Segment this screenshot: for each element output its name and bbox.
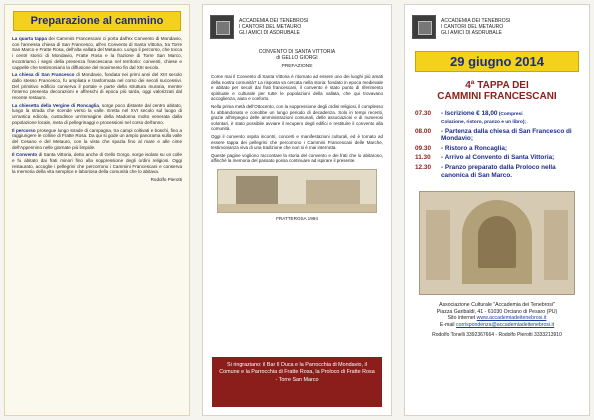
schedule — [415, 110, 579, 179]
event-title — [405, 80, 589, 102]
paragraph — [12, 36, 182, 70]
assoc-line: I CANTORI DEL METAURO — [441, 24, 504, 30]
paragraph — [12, 72, 182, 101]
panel-event — [404, 4, 590, 416]
panel-convent — [202, 4, 392, 416]
academy-logo — [210, 15, 234, 39]
schedule-row — [415, 154, 579, 162]
email-line — [413, 322, 581, 329]
header — [412, 11, 582, 43]
website-link[interactable]: www.accademiadeitenebrosi.it — [476, 315, 547, 322]
assoc-line: I CANTORI DEL METAURO — [239, 24, 302, 30]
schedule-time: 11.30 — [415, 154, 431, 162]
schedule-row — [415, 164, 579, 179]
paragraph: Come mai il Convento di Santa Vittoria è ritornato ad essere uno dei luoghi più amati della nostra comunità? La risposta va cercata nella storia: fondato in epoca medievale e abitato per secoli dai frati francescani, il convento è stato punto di riferimento spirituale e culturale per tutte le popolazioni della vallata, che qui trovavano accoglienza, aiuto e conforto. — [211, 74, 383, 102]
schedule-desc: - Arrivo al Convento di Santa Vittoria; — [441, 154, 555, 162]
organizer-address: Piazza Garibaldi, 41 - 61030 Orciano di Pesaro (PU) — [436, 308, 558, 315]
schedule-desc: - Partenza dalla chiesa di San Francesco di Mondavio; — [441, 127, 572, 143]
paragraph — [12, 152, 182, 175]
event-date: 29 giugno 2014 — [415, 51, 579, 72]
schedule-row — [415, 110, 579, 118]
header-text — [239, 18, 308, 36]
paragraph-text: di Santa Vittoria, detto anche di Gello Gorgo, sorge isolato su un colle e fu abitato dai frati minori fino alla soppressione degli ordini religiosi. Oggi restaurato, accoglie i pellegrini che percorrono i Cammini Francescani e conserva la memoria della vita semplice e laboriosa della comunità che lo abitava. — [12, 152, 183, 175]
schedule-note: (Compresi — [497, 112, 523, 117]
paragraph — [12, 128, 182, 151]
paragraph-text: dei Cammini Francescani ci porta dall'ex Convento di Mondavio, con l'annessa chiesa di San Francesco, all'ex Convento di Santa Vittoria, tra Torre San Marco e Fratte Rosa, dell'alta vallata del Metauro. Lungo il percorso, che tocca i centri storici di Mondavio, Fratte Rosa e la frazione di Torre San Marco, incontriamo i segni della presenza francescana nel territorio: conventi, chiese e cappelle che testimoniano la diffusione del movimento fin dal XIII secolo. — [12, 36, 182, 70]
paragraph-lead: La chiesa di San Francesco — [12, 72, 75, 78]
paragraph: Queste pagine vogliono raccontare la storia del convento e dei frati che lo abitarono, affinché la memoria del passato possa continuare ad ispirare il presente. — [211, 152, 383, 164]
website-label: Sito internet — [447, 315, 476, 322]
schedule-time — [415, 120, 441, 126]
academy-logo — [412, 15, 436, 39]
event-title-line: CAMMINI FRANCESCANI — [437, 91, 557, 102]
website-line — [413, 315, 581, 322]
organizer-name: Associazione Culturale "Accademia dei Tenebrosi" — [439, 302, 555, 309]
schedule-note: Colazione, ristoro, pranzo e un libro); — [441, 119, 527, 125]
convent-title-line: CONVENTO DI SANTA VITTORIA — [258, 49, 336, 55]
paragraph: Oggi il convento ospita incontri, concerti e manifestazioni culturali, ed è tornato ad essere tappa dei pellegrini che percorrono i Cammini Francescani delle Marche, testimonianza viva di una tradizione che non si è mai interrotta. — [211, 133, 383, 151]
schedule-time: 12.30 — [415, 163, 431, 171]
paragraph-text: di Mondavio, fondata nei primi anni del XIII secolo dallo stesso Francesco, fu ampliata e trasformata nel corso dei secoli successivi. Del primitivo edificio conserva il portale e parte della struttura muraria, mentre l'interno presenta decorazioni e affreschi di epoca più tarda, oggi valorizzati dal recente restauro. — [12, 72, 182, 101]
paragraph-lead: Il percorso — [12, 127, 36, 133]
schedule-time: 08.00 — [415, 127, 431, 135]
schedule-time: 07.30 — [415, 110, 431, 117]
church-photo — [419, 191, 575, 295]
thanks-box: Si ringraziano: il Bar Il Duca e la Parrocchia di Mondavio, il Comune e la Parrocchia di Fratte Rosa, la Proloco di Fratte Rosa - Torre San Marco — [212, 357, 382, 407]
schedule-row — [415, 128, 579, 143]
schedule-desc: - Ristoro a Roncaglia; — [441, 144, 508, 152]
header-text — [441, 18, 510, 36]
paragraph-lead: La chiesetta della Vergine di Roncaglia — [12, 102, 99, 108]
schedule-row — [415, 145, 579, 153]
paragraph-lead: La quarta tappa — [12, 36, 47, 41]
section-heading: PREFAZIONE — [281, 64, 313, 69]
panel1-title: Preparazione al cammino — [13, 11, 181, 31]
email-label: E-mail — [439, 321, 455, 328]
convent-title — [203, 49, 391, 61]
organizer-info — [413, 302, 581, 328]
paragraph-text: prosegue lungo strade di campagna, tra campi coltivati e boschi, fino a raggiungere le colline di Fratte Rosa. Da qui si gode un ampio panorama sulla valle del Cesano e del Metauro, con la vista che spazia fino al mare e alle cime dell'Appennino nelle giornate più limpide. — [12, 127, 182, 150]
panel-preparation — [4, 4, 190, 416]
photo-caption: FRATTEROSA 1994 — [276, 215, 318, 221]
paragraph-lead: Il Convento — [12, 152, 38, 158]
email-link[interactable]: corrispondenza@accademiadeitenebrosi.it — [456, 321, 555, 328]
header — [210, 11, 384, 43]
signature: Rodolfo Pierotti — [150, 177, 182, 183]
phone-numbers: Rodolfo Tonelli 3392367664 - Rodolfo Pierotti 3333213910 — [432, 331, 562, 338]
panel1-body — [12, 36, 182, 175]
schedule-row — [415, 120, 579, 126]
assoc-line: GLI AMICI DI ASDRUBALE — [239, 30, 300, 36]
paragraph — [12, 103, 182, 126]
assoc-line: ACCADEMIA DEI TENEBROSI — [441, 18, 511, 24]
schedule-time: 09.30 — [415, 144, 431, 152]
schedule-desc: - Pranzo preparato dalla Proloco nella canonica di San Marco. — [441, 163, 556, 179]
panel2-body — [211, 74, 383, 164]
convent-photo — [217, 169, 377, 213]
assoc-line: GLI AMICI DI ASDRUBALE — [441, 30, 502, 36]
event-title-line: 4ª TAPPA DEI — [465, 80, 529, 91]
assoc-line: ACCADEMIA DEI TENEBROSI — [239, 18, 309, 24]
convent-subtitle: di GELLO GIORGI — [276, 55, 318, 61]
paragraph-text: , sorge poco distante dal centro abitato, lungo la strada che scende verso la valle. Eretta nel XVI secolo sul luogo di un'antica edicola, custodisce un'immagine della Madonna molto venerata dalla popolazione locale, meta di pellegrinaggi e processioni nel corso dell'anno. — [12, 102, 182, 125]
paragraph: Nella prima metà dell'Ottocento, con la soppressione degli ordini religiosi, il complesso fu abbandonato e conobbe un lungo periodo di decadenza. Solo in tempi recenti, grazie all'impegno delle amministrazioni comunali, delle associazioni e di numerosi volontari, è stato possibile avviare il recupero degli edifici e restituire il convento alla comunità. — [211, 103, 383, 132]
schedule-desc: - Iscrizione € 18,00 — [441, 110, 498, 117]
